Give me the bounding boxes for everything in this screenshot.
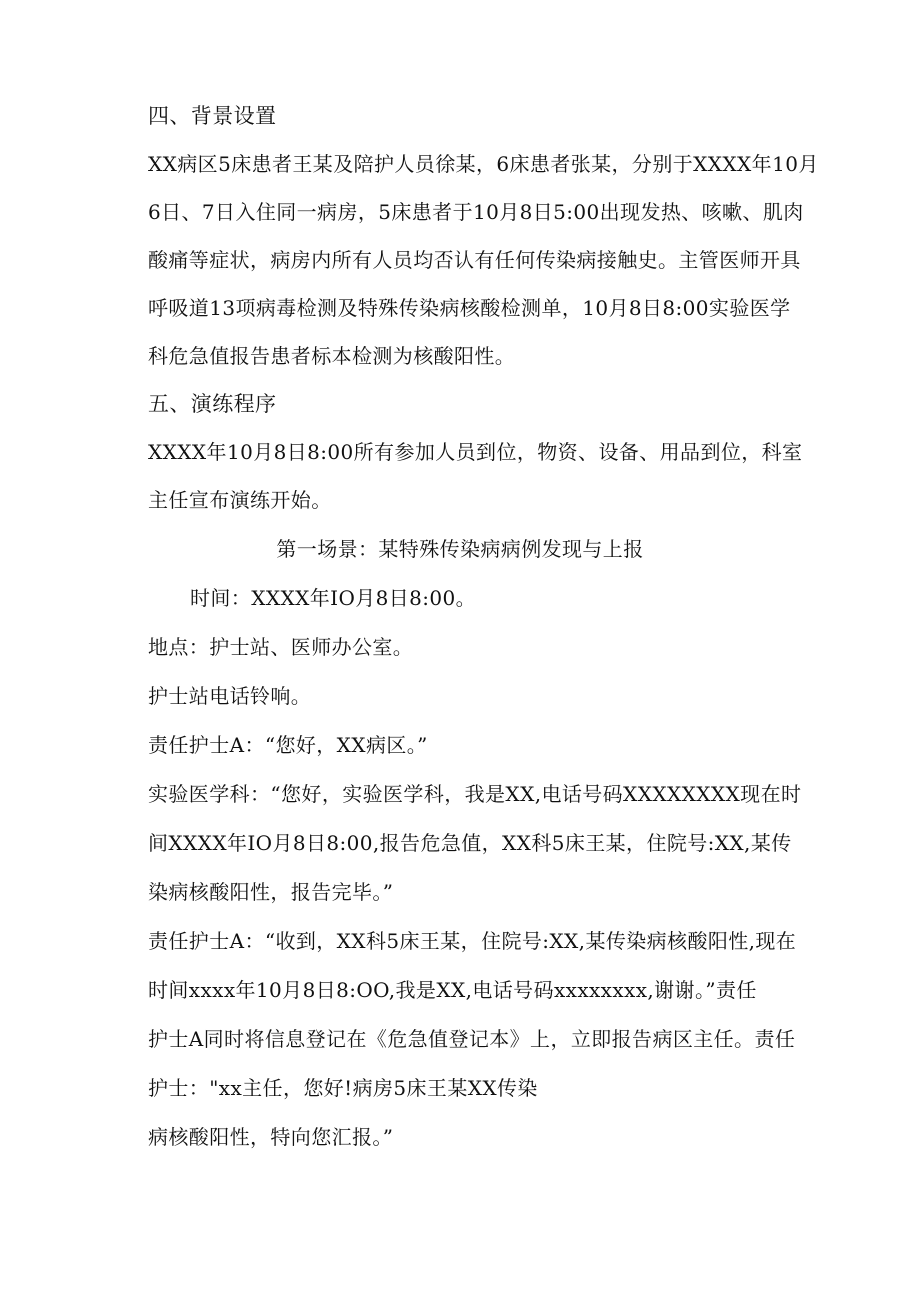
paragraph-line: 科危急值报告患者标本检测为核酸阳性。: [148, 344, 516, 368]
scene-location: 地点：护士站、医师办公室。: [148, 635, 414, 659]
paragraph-line: 6日、7日入住同一病房，5床患者于10月8日5:00出现发热、咳嗽、肌肉: [148, 200, 804, 224]
dialogue-line: 病核酸阳性，特向您汇报。”: [148, 1125, 394, 1149]
dialogue-line: 染病核酸阳性，报告完毕。”: [148, 880, 394, 904]
dialogue-line: 护士："xx主任，您好!病房5床王某XX传染: [148, 1076, 538, 1100]
paragraph-line: XXXX年10月8日8:00所有参加人员到位，物资、设备、用品到位，科室: [148, 440, 803, 464]
dialogue-line: 间XXXX年IO月8日8:00,报告危急值，XX科5床王某，住院号:XX,某传: [148, 831, 792, 855]
dialogue-line: 护士A同时将信息登记在《危急值登记本》上，立即报告病区主任。责任: [148, 1027, 796, 1051]
paragraph-line: XX病区5床患者王某及陪护人员徐某，6床患者张某，分别于XXXX年10月: [148, 152, 819, 176]
paragraph-line: 主任宣布演练开始。: [148, 488, 332, 512]
dialogue-line: 时间xxxx年10月8日8:OO,我是XX,电话号码xxxxxxxx,谢谢。”责任: [148, 978, 757, 1002]
section-heading-procedure: 五、演练程序: [148, 392, 277, 416]
paragraph-line: 呼吸道13项病毒检测及特殊传染病核酸检测单，10月8日8:00实验医学: [148, 296, 791, 320]
dialogue-line: 责任护士A：“收到，XX科5床王某，住院号:XX,某传染病核酸阳性,现在: [148, 929, 797, 953]
section-heading-background: 四、背景设置: [148, 104, 277, 128]
paragraph-line: 酸痛等症状，病房内所有人员均否认有任何传染病接触史。主管医师开具: [148, 248, 801, 272]
dialogue-line: 实验医学科：“您好，实验医学科，我是XX,电话号码XXXXXXXX现在时: [148, 782, 802, 806]
dialogue-line: 责任护士A：“您好，XX病区。”: [148, 733, 428, 757]
paragraph-line: 护士站电话铃响。: [148, 684, 312, 708]
scene-title: 第一场景：某特殊传染病病例发现与上报: [276, 537, 644, 561]
scene-time: 时间：XXXX年IO月8日8:00。: [190, 586, 477, 610]
